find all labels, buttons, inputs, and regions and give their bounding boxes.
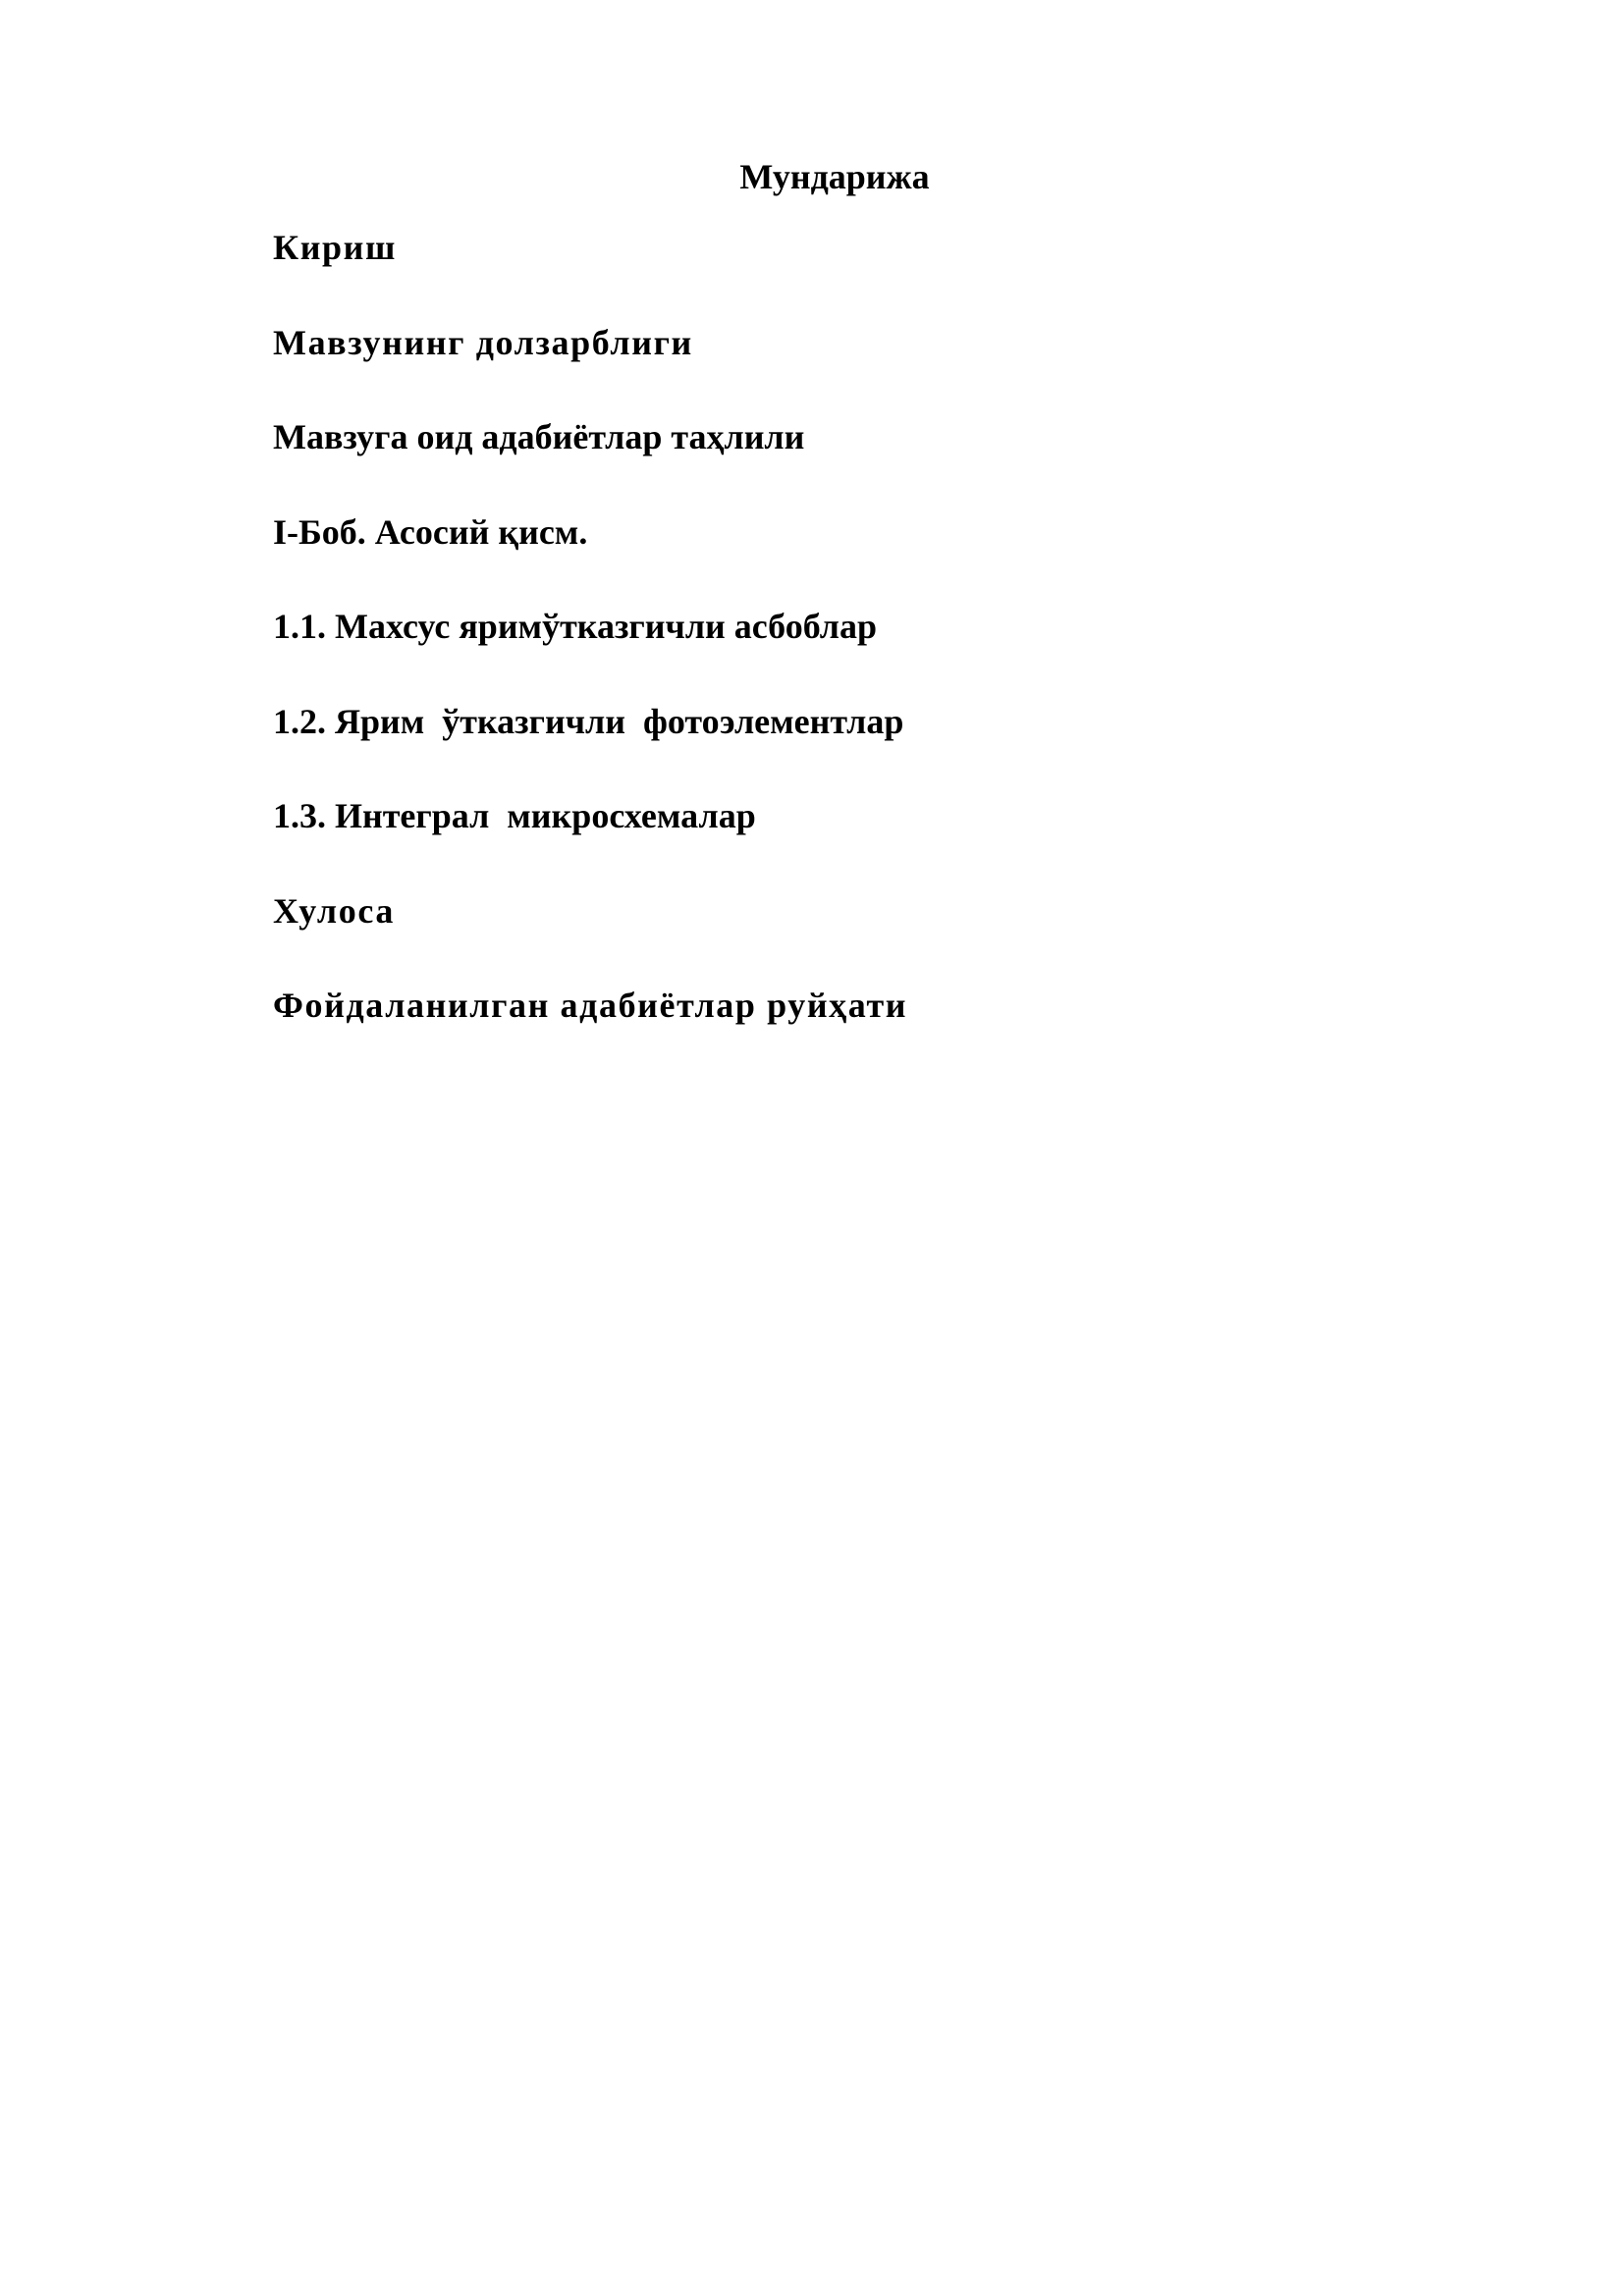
toc-item-references: Фойдаланилган адабиётлар руйҳати — [273, 986, 908, 1025]
toc-item-literature-analysis: Мавзуга оид адабиётлар таҳлили — [273, 417, 805, 456]
toc-item-chapter-1: I-Боб. Асосий қисм. — [273, 511, 588, 552]
toc-item-topic-relevance: Мавзунинг долзарблиги — [273, 322, 693, 362]
toc-item-section-1-1: 1.1. Махсус яримўтказгичли асбоблар — [273, 607, 878, 646]
toc-item-conclusion: Хулоса — [273, 890, 395, 931]
toc-item-introduction: Кириш — [273, 228, 398, 267]
toc-item-section-1-3: 1.3. Интеграл микросхемалар — [273, 796, 756, 835]
toc-item-section-1-2: 1.2. Ярим ўтказгичли фотоэлементлар — [273, 701, 904, 741]
toc-title: Мундарижа — [739, 157, 930, 196]
toc-list — [273, 226, 907, 1079]
